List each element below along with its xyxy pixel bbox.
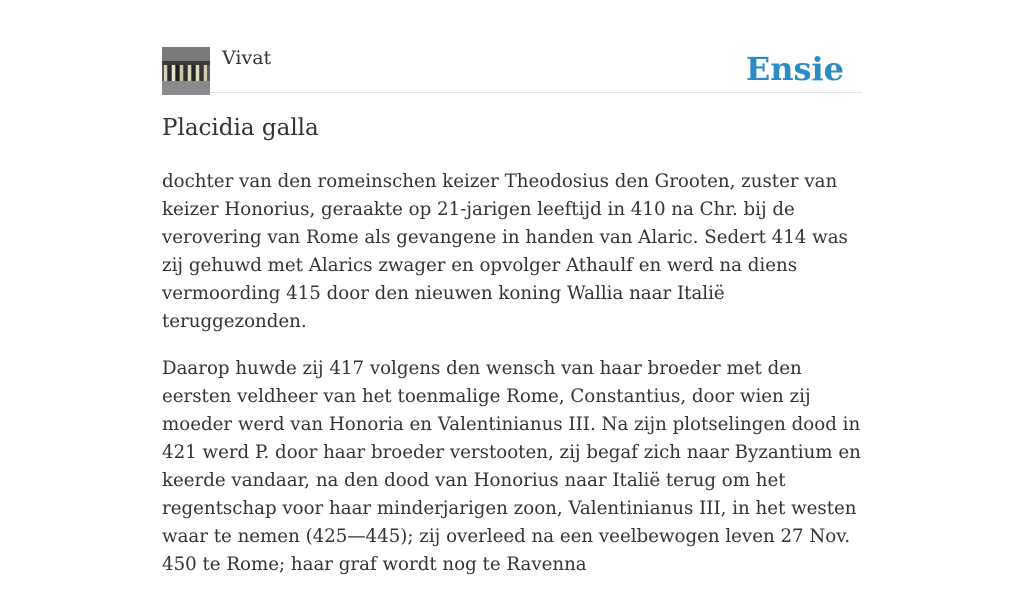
page-container [162, 0, 862, 575]
author-name-link[interactable]: Vivat [222, 47, 272, 69]
bookshelf-icon [162, 47, 210, 95]
page-title: Placidia galla [162, 115, 319, 141]
article-paragraph: dochter van den romeinschen keizer Theodosius den Grooten, zuster van keizer Honorius, geraakte op 21-jarigen leeftijd in 410 na Chr. bij de verovering van Rome als gevangene in handen van Alaric. Sedert 414 was zij gehuwd met Alarics zwager en opvolger Athaulf en werd na diens vermoording 415 door den nieuwen koning Wallia naar Italië teruggezonden. [162, 171, 848, 332]
article-paragraph: Daarop huwde zij 417 volgens den wensch van haar broeder met den eersten veldheer van het toenmalige Rome, Constantius, door wien zij moeder werd van Honoria en Valentinianus III. Na zijn plotselingen dood in 421 werd P. door haar broeder verstooten, zij begaf zich naar Byzantium en keerde vandaar, na den dood van Honorius naar Italië terug om het regentschap voor haar minderjarigen zoon, Valentinianus III, in het westen waar te nemen (425—445); zij overleed na een veelbewogen leven 27 Nov. 450 te Rome; haar graf wordt nog te Ravenna [162, 358, 861, 575]
brand-logo-link[interactable]: Ensie [745, 50, 844, 88]
article-body [162, 168, 862, 598]
page-header [162, 0, 862, 93]
author-avatar[interactable] [162, 47, 210, 95]
